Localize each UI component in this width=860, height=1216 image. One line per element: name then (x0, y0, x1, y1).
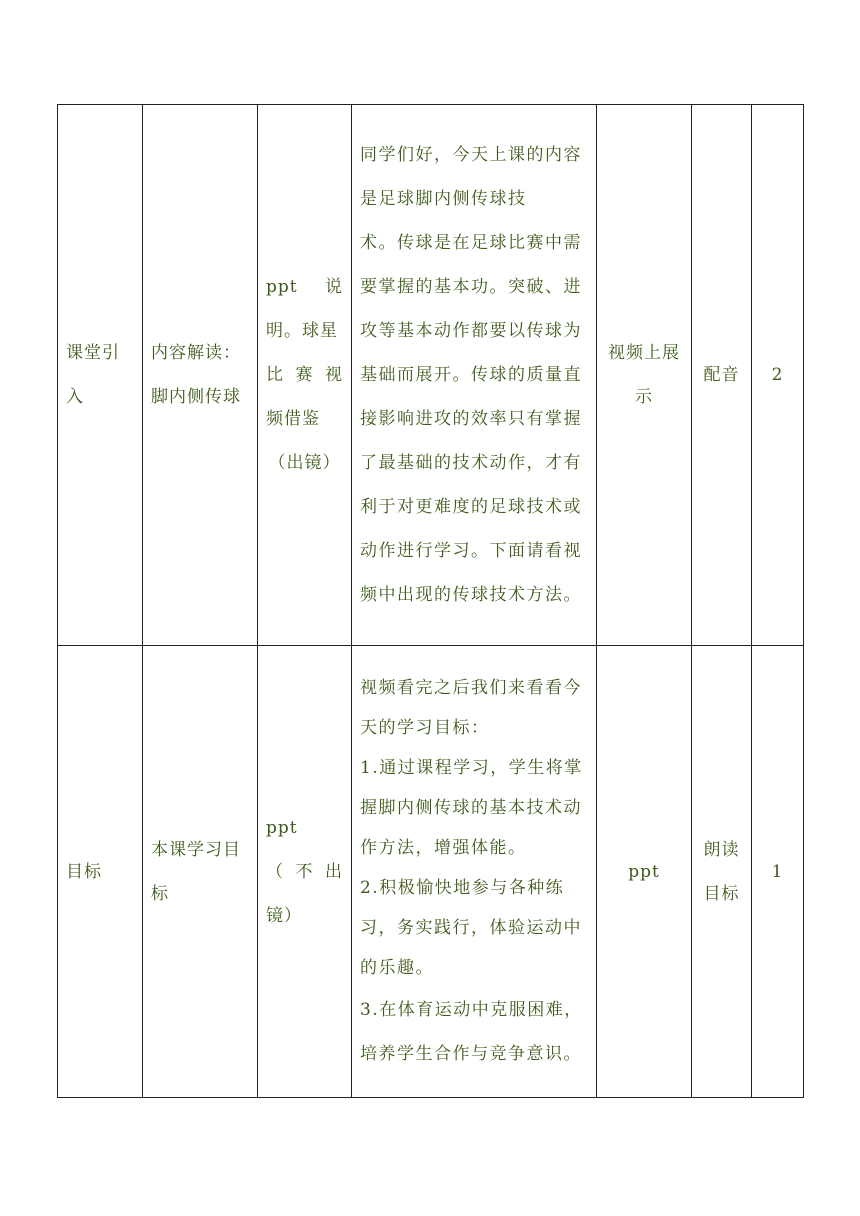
minutes-cell: 1 (752, 646, 804, 1098)
audio-cell: 朗读目标 (692, 646, 752, 1098)
minutes-cell: 2 (752, 105, 804, 646)
media-line: ppt 说 (266, 277, 343, 297)
script-paragraph: 视频看完之后我们来看看今天的学习目标： (360, 677, 582, 738)
media-line: 明。球星 (266, 321, 338, 341)
content-cell: 本课学习目标 (143, 646, 258, 1098)
script-paragraph: 3.在体育运动中克服困难，培养学生合作与竞争意识。 (360, 999, 583, 1064)
script-cell (352, 646, 597, 1098)
table-row-intro (58, 105, 804, 646)
media-line: （ 不 出 (266, 861, 343, 882)
script-paragraph: 2.积极愉快地参与各种练习，务实践行，体验运动中的乐趣。 (360, 877, 582, 978)
script-paragraph: 1.通过课程学习，学生将掌握脚内侧传球的基本技术动作方法，增强体能。 (360, 757, 583, 858)
audio-cell: 配音 (692, 105, 752, 646)
media-line: 镜） (266, 905, 302, 926)
content-cell: 内容解读：脚内侧传球 (143, 105, 258, 646)
script-cell (352, 105, 597, 646)
media-line: 频借鉴 (266, 409, 320, 429)
media-line: ppt (266, 817, 298, 838)
media-cell (258, 646, 352, 1098)
media-line: （出镜） (268, 453, 341, 473)
section-cell: 课堂引入 (58, 105, 143, 646)
media-cell (258, 105, 352, 646)
script-paragraph: 同学们好，今天上课的内容是足球脚内侧传球技 (360, 145, 582, 209)
display-cell: ppt (597, 646, 692, 1098)
display-cell: 视频上展示 (597, 105, 692, 646)
script-paragraph: 术。传球是在足球比赛中需要掌握的基本功。突破、进攻等基本动作都要以传球为基础而展开。传球的质量直接影响进攻的效率只有掌握了最基础的技术动作，才有利于对更难度的足球技术或动作进行学习。下面请看视频中出现的传球技术方法。 (360, 233, 582, 605)
table-row-goals (58, 646, 804, 1098)
section-cell: 目标 (58, 646, 143, 1098)
media-line: 比 赛 视 (266, 365, 343, 385)
lesson-plan-table (57, 104, 804, 1098)
